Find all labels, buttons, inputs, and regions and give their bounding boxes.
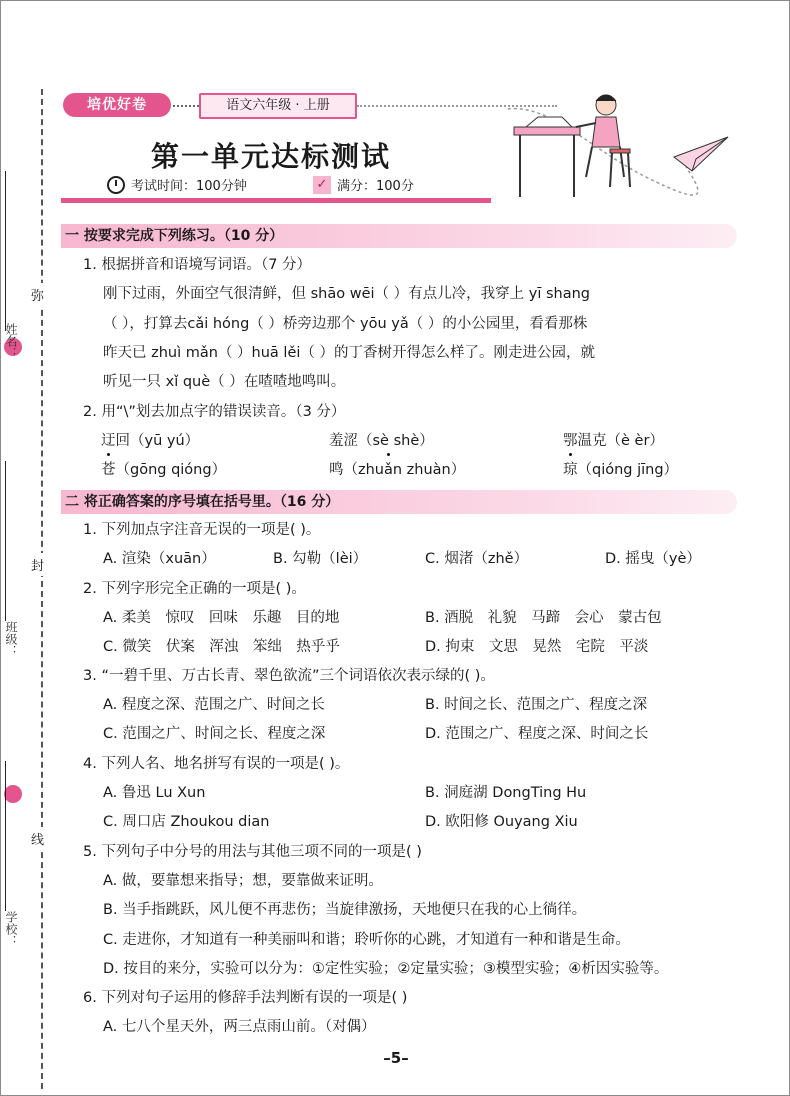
s1-q2-item-1-rest: 回（yū yú） — [115, 433, 200, 449]
seal-line — [41, 89, 43, 1089]
check-icon: ✓ — [313, 176, 331, 194]
s1-q2-item-6-text: 琼（qióng jīng） — [563, 462, 679, 478]
cut-line-school — [5, 761, 6, 911]
s1-q2-item-3 — [563, 431, 664, 451]
s1-q1-title: 1. 根据拼音和语境写词语。（7 分） — [83, 257, 312, 273]
s2-q4-option-a: A. 鲁迅 Lu Xun — [103, 785, 206, 801]
s2-q3-option-b: B. 时间之长、范围之广、程度之深 — [425, 697, 648, 713]
s2-q6-option-a: A. 七八个星天外，两三点雨山前。（对偶） — [103, 1019, 376, 1035]
s2-q5-title: 5. 下列句子中分号的用法与其他三项不同的一项是( ) — [83, 844, 422, 860]
student-reading-illustration — [506, 87, 736, 217]
seal-word-feng: 封 — [31, 553, 44, 576]
s2-q2-option-c: C. 微笑 伏案 浑浊 笨绌 热乎乎 — [103, 639, 340, 655]
student-arm — [576, 123, 596, 127]
s1-q2-item-6 — [563, 460, 678, 480]
s2-q1-option-b: B. 勾勒（lèi） — [273, 551, 368, 567]
s2-q4-option-d: D. 欧阳修 Ouyang Xiu — [425, 814, 578, 830]
page-title: 第一单元达标测试 — [150, 140, 391, 173]
s2-q5-option-d: D. 按目的来分，实验可以分为：①定性实验；②定量实验；③模型实验；④析因实验等。 — [103, 961, 669, 977]
student-body — [592, 117, 620, 147]
s2-q5-option-c: C. 走进你，才知道有一种美丽叫和谐；聆听你的心跳，才知道有一种和谐是生命。 — [103, 932, 630, 948]
chair-leg — [610, 153, 612, 187]
s1-q1-line-1: 刚下过雨，外面空气很清鲜，但 shāo wēi（ ）有点儿冷，我穿上 yī shang — [103, 286, 590, 302]
chair-leg-2 — [628, 153, 630, 187]
s2-q2-option-d: D. 拘束 文思 晃然 宅院 平淡 — [425, 639, 649, 655]
seal-word-mi: 弥 — [31, 283, 44, 306]
header-dots — [173, 105, 199, 107]
grade-label: 语文六年级 · 上册 — [199, 93, 357, 119]
cut-label-name: 姓名： — [4, 323, 18, 359]
binding-hole-bottom — [4, 785, 22, 803]
s1-q2-item-5 — [329, 460, 465, 480]
full-score — [313, 175, 414, 194]
section-2-heading: 二 将正确答案的序号填在括号里。（16 分） — [61, 490, 737, 514]
cut-label-class: 班级： — [4, 621, 18, 657]
s2-q3-option-c: C. 范围之广、时间之长、程度之深 — [103, 726, 326, 742]
full-score-text: 满分：100分 — [337, 179, 414, 194]
student-hair — [596, 95, 616, 101]
s1-q2-item-4-text: 苍（gōng qióng） — [101, 462, 227, 478]
seal-word-xian: 线 — [31, 827, 44, 850]
cut-label-school: 学校： — [4, 911, 18, 947]
s1-q2-item-5-text: 鸣（zhuǎn zhuàn） — [329, 462, 466, 478]
series-badge: 培优好卷 — [63, 93, 171, 117]
s1-q2-item-1 — [101, 431, 199, 451]
chair-seat — [610, 149, 630, 153]
s2-q2-title: 2. 下列字形完全正确的一项是( )。 — [83, 581, 306, 597]
s2-q3-title: 3. “一碧千里、万古长青、翠色欲流”三个词语依次表示绿的( )。 — [83, 668, 495, 684]
s1-q1-line-3: 昨天已 zhuì mǎn（ ）huā lěi（ ）的丁香树开得怎么样了。刚走进公园，就 — [103, 345, 596, 361]
s2-q4-option-c: C. 周口店 Zhoukou dian — [103, 814, 270, 830]
open-book — [526, 117, 572, 127]
s2-q1-option-c: C. 烟渚（zhě） — [425, 551, 529, 567]
header-rule — [61, 198, 491, 203]
s1-q2-item-2 — [329, 431, 434, 451]
dotted-char: 涩（sè shè） — [343, 433, 434, 449]
s2-q2-option-a: A. 柔美 惊叹 回味 乐趣 目的地 — [103, 610, 340, 626]
s2-q1-option-d: D. 摇曳（yè） — [605, 551, 701, 567]
s2-q2-option-b: B. 酒脱 礼貌 马蹄 会心 蒙古包 — [425, 610, 662, 626]
s2-q6-title: 6. 下列对句子运用的修辞手法判断有误的一项是( ) — [83, 990, 408, 1006]
page-number: –5– — [383, 1049, 409, 1067]
s1-q2-item-3-rest: 温克（è èr） — [577, 433, 664, 449]
s1-q2-item-2-first: 羞 — [329, 433, 344, 449]
s1-q2-item-4 — [101, 460, 226, 480]
clock-icon — [107, 176, 125, 194]
s2-q1-title: 1. 下列加点字注音无误的一项是( )。 — [83, 522, 321, 538]
s1-q2-title: 2. 用“\”划去加点字的错误读音。（3 分） — [83, 404, 346, 420]
exam-time-text: 考试时间：100分钟 — [131, 179, 247, 194]
s2-q4-title: 4. 下列人名、地名拼写有误的一项是( )。 — [83, 756, 350, 772]
s2-q4-option-b: B. 洞庭湖 DongTing Hu — [425, 785, 587, 801]
exam-time — [107, 175, 247, 194]
s2-q5-option-a: A. 做，要靠想来指导；想，要靠做来证明。 — [103, 873, 383, 889]
cut-line-class — [5, 461, 6, 621]
s1-q1-line-4: 听见一只 xǐ què（ ）在喳喳地鸣叫。 — [103, 374, 346, 390]
dotted-char: 鄂 — [563, 433, 578, 449]
s1-q1-line-2: （ ），打算去cǎi hóng（ ）桥旁边那个 yōu yǎ（ ）的小公园里，看看那株 — [103, 316, 588, 332]
cut-line-name — [5, 171, 6, 331]
desk-top — [514, 127, 580, 135]
s2-q1-option-a: A. 渲染（xuān） — [103, 551, 216, 567]
s2-q3-option-d: D. 范围之广、程度之深、时间之长 — [425, 726, 649, 742]
s2-q3-option-a: A. 程度之深、范围之广、时间之长 — [103, 697, 325, 713]
dotted-char: 迂 — [101, 433, 116, 449]
s2-q5-option-b: B. 当手指跳跃，风儿便不再悲伤；当旋律激扬，天地便只在我的心上徜徉。 — [103, 902, 587, 918]
section-1-heading: 一 按要求完成下列练习。（10 分） — [61, 224, 737, 248]
